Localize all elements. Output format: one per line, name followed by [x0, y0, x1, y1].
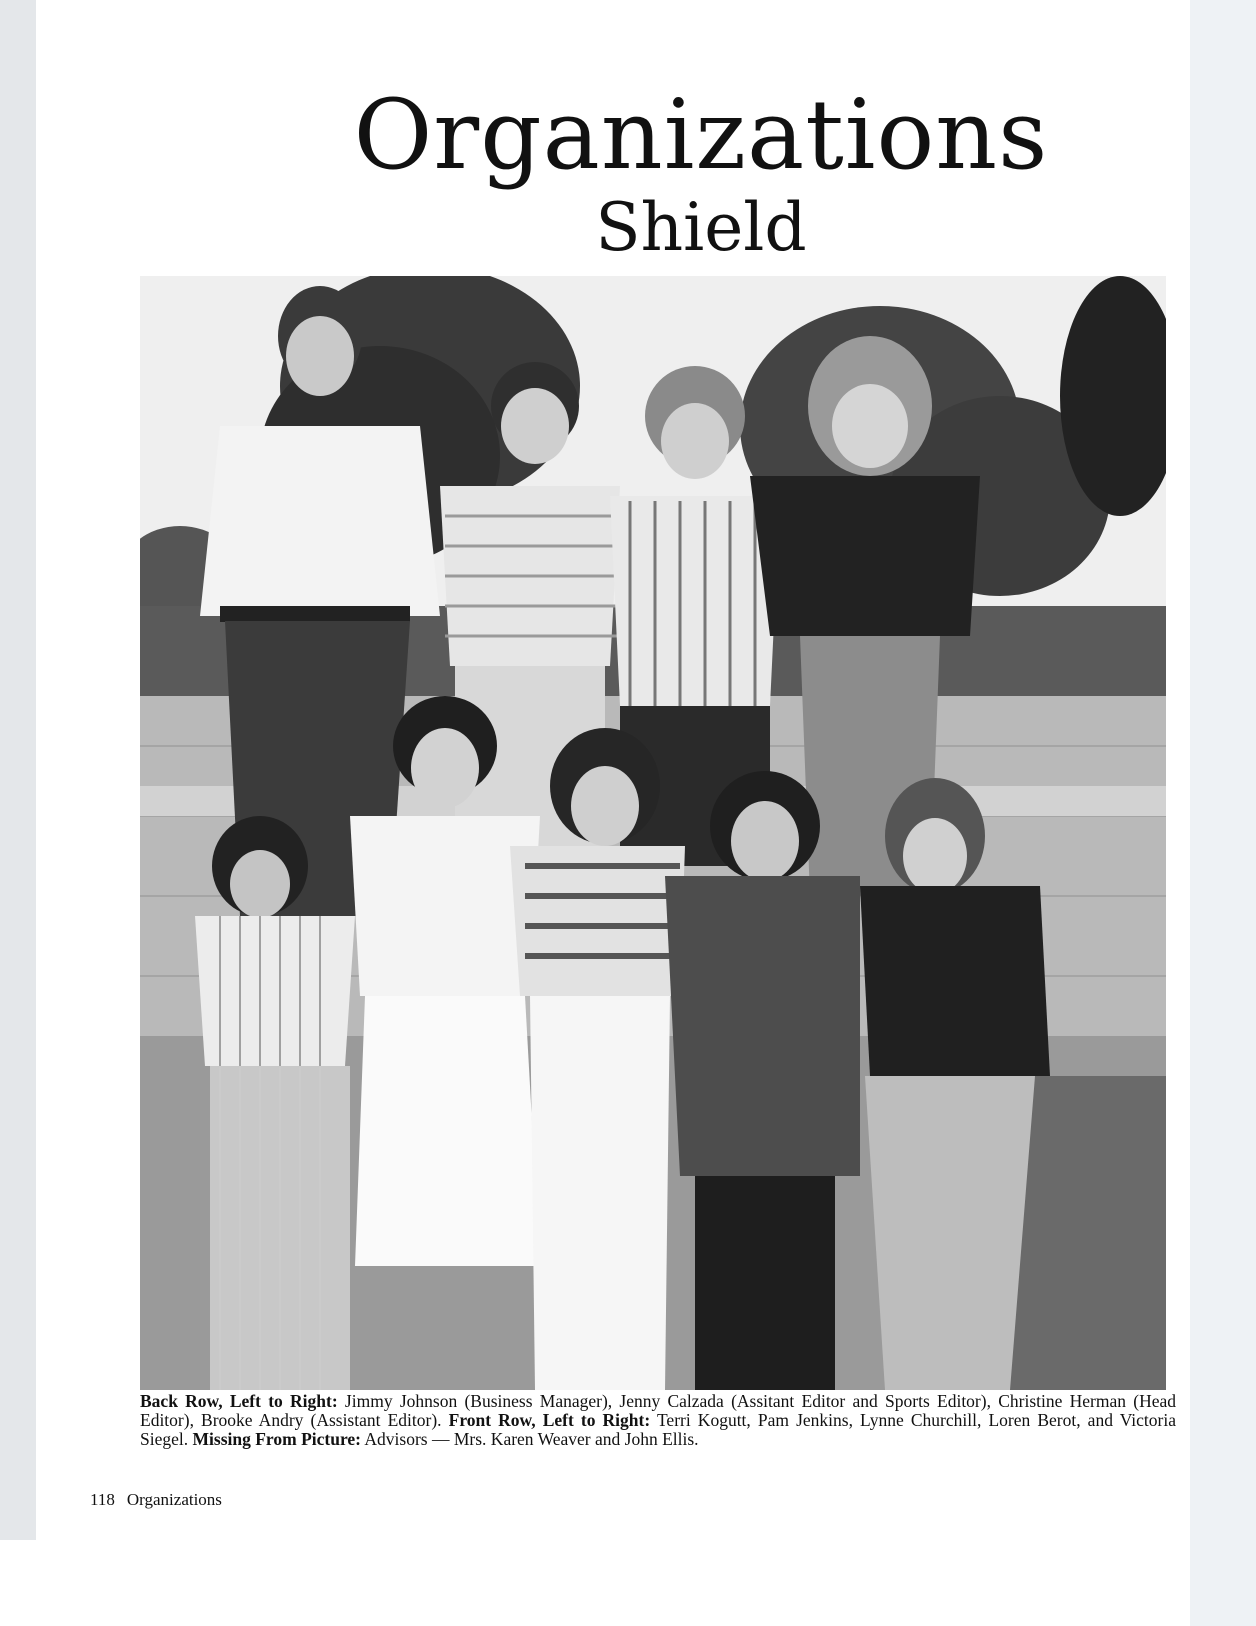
page-number: 118: [90, 1490, 115, 1509]
scan-edge-left: [0, 0, 36, 1540]
group-photo: [140, 276, 1166, 1390]
caption-front-row-names: Terri Kogutt, Pam Jenkins, Lynne Churchill, Loren Berot, and Victoria Siegel.: [140, 1410, 1177, 1449]
footer-section: Organizations: [126, 1490, 222, 1509]
caption-missing-label: Missing From Picture:: [192, 1429, 361, 1449]
caption-back-row-names: Jimmy Johnson (Business Manager), Jenny Calzada (Assitant Editor and Sports Editor), Christine Herman (Head Editor), Brooke Andry (Assistant Editor).: [140, 1391, 1176, 1430]
photo-caption: [140, 1392, 1176, 1449]
caption-missing-names: Advisors — Mrs. Karen Weaver and John Ellis.: [361, 1429, 699, 1449]
page-subtitle: Shield: [595, 189, 807, 266]
caption-back-row-label: Back Row, Left to Right:: [140, 1391, 338, 1411]
caption-front-row-label: Front Row, Left to Right:: [448, 1410, 651, 1430]
page-title: Organizations: [353, 79, 1049, 191]
page-footer: [90, 1490, 222, 1510]
